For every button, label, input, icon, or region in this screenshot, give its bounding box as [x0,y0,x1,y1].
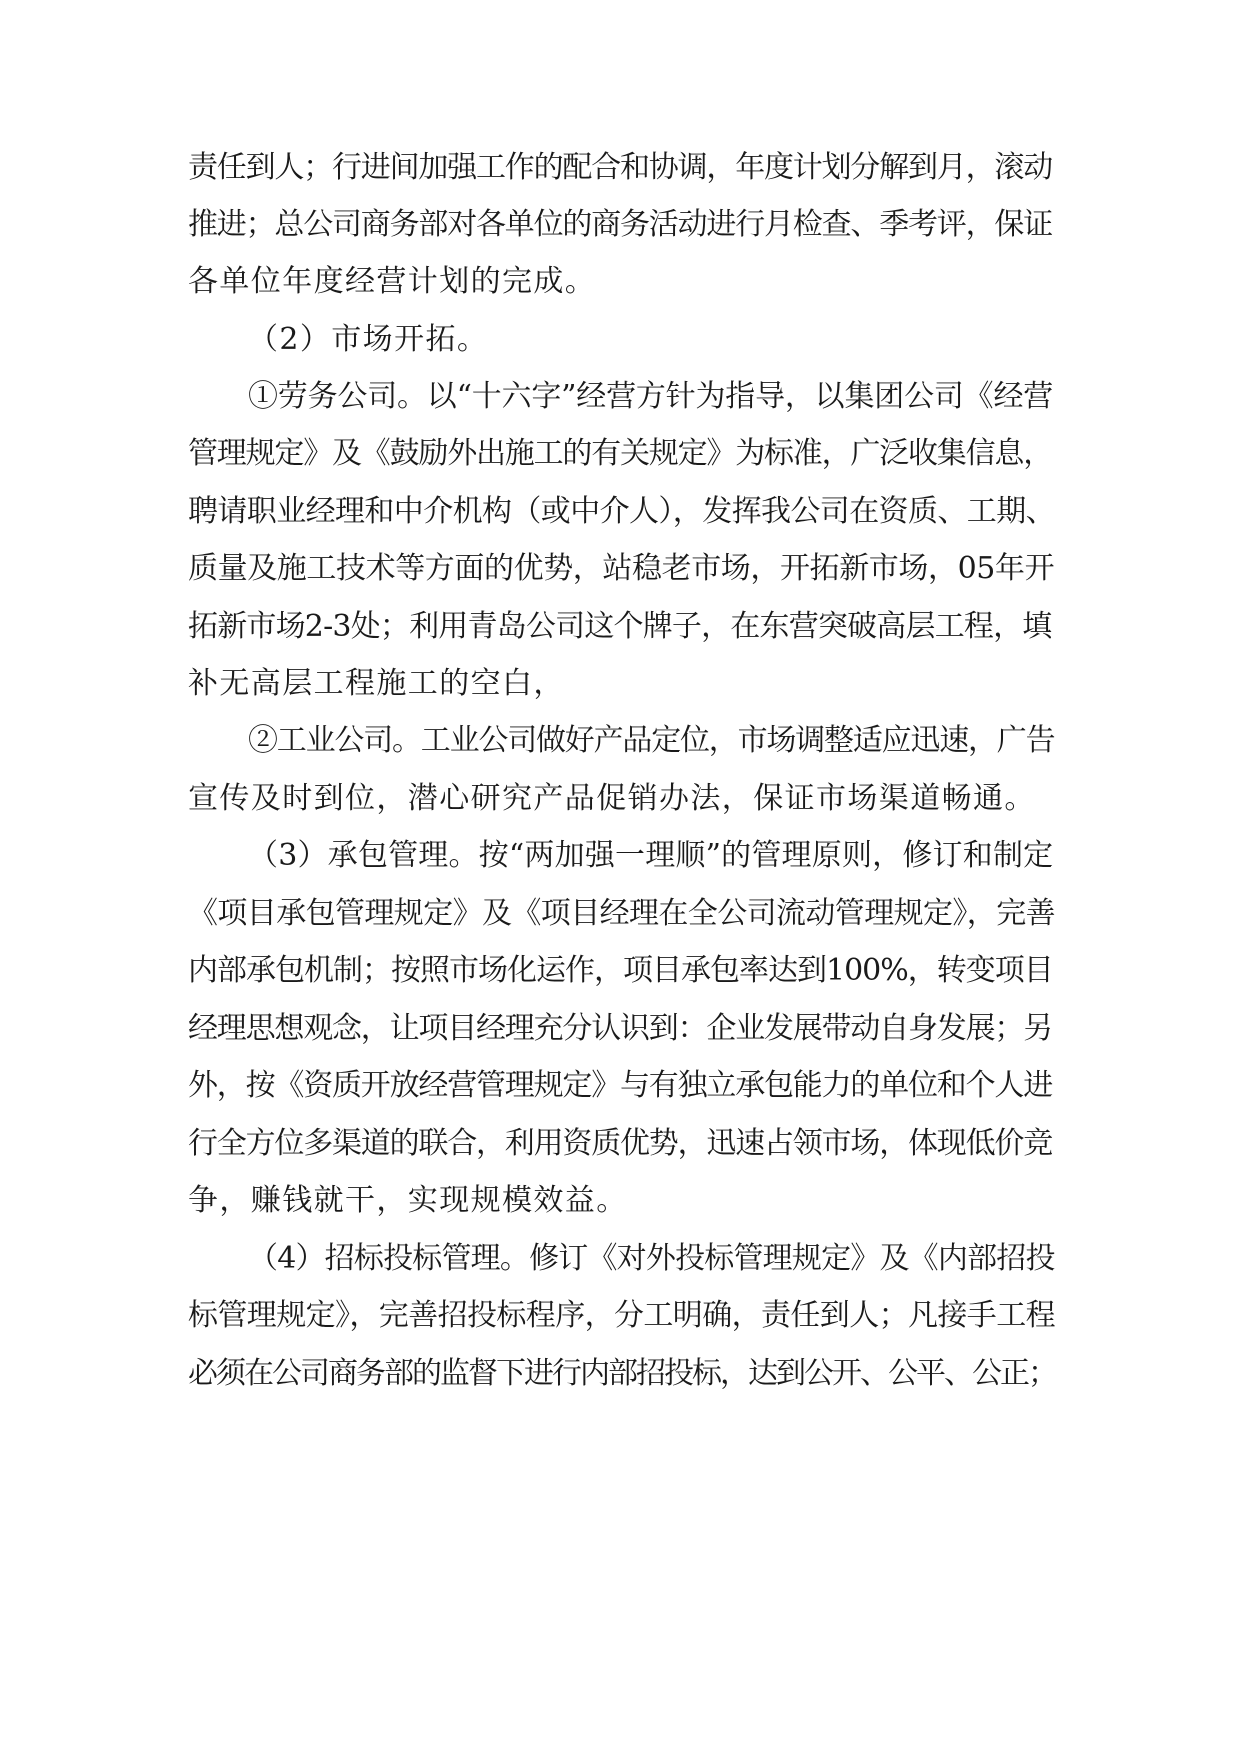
text-line-15: 内部承包机制；按照市场化运作，项目承包率达到100%，转变项目 [188,953,1053,988]
text-line-21: 标管理规定》，完善招投标程序，分工明确，责任到人；凡接手工程 [188,1298,1055,1333]
text-line-12: 宣传及时到位，潜心研究产品促销办法，保证市场渠道畅通。 [188,781,1036,816]
text-line-6: 管理规定》及《鼓励外出施工的有关规定》为标准，广泛收集信息， [188,436,1052,471]
text-line-8: 质量及施工技术等方面的优势，站稳老市场，开拓新市场，05年开 [188,551,1055,586]
text-line-16: 经理思想观念，让项目经理充分认识到：企业发展带动自身发展；另 [188,1011,1052,1046]
text-line-17: 外，按《资质开放经营管理规定》与有独立承包能力的单位和个人进 [188,1068,1052,1103]
text-line-9: 拓新市场2-3处；利用青岛公司这个牌子，在东营突破高层工程，填 [188,609,1052,644]
text-line-11: ②工业公司。工业公司做好产品定位，市场调整适应迅速，广告 [248,723,1055,758]
section-heading-contract: （3）承包管理。按“两加强一理顺”的管理原则，修订和制定 [248,838,1054,873]
text-line-5: ①劳务公司。以“十六字”经营方针为指导，以集团公司《经营 [248,379,1054,414]
section-heading-market: （2）市场开拓。 [248,322,489,357]
text-line-22: 必须在公司商务部的监督下进行内部招投标，达到公开、公平、公正； [188,1356,1056,1391]
text-line-7: 聘请职业经理和中介机构（或中介人），发挥我公司在资质、工期、 [188,494,1055,529]
section-heading-bidding: （4）招标投标管理。修订《对外投标管理规定》及《内部招投 [248,1241,1055,1276]
text-line-10: 补无高层工程施工的空白， [188,666,565,701]
text-line-2: 推进；总公司商务部对各单位的商务活动进行月检查、季考评，保证 [188,207,1052,242]
text-line-3: 各单位年度经营计划的完成。 [188,264,597,299]
text-line-14: 《项目承包管理规定》及《项目经理在全公司流动管理规定》，完善 [188,896,1055,931]
text-line-1: 责任到人；行进间加强工作的配合和协调，年度计划分解到月，滚动 [188,150,1052,185]
text-line-18: 行全方位多渠道的联合，利用资质优势，迅速占领市场，体现低价竞 [188,1126,1052,1161]
text-line-19: 争，赚钱就干，实现规模效益。 [188,1183,628,1218]
